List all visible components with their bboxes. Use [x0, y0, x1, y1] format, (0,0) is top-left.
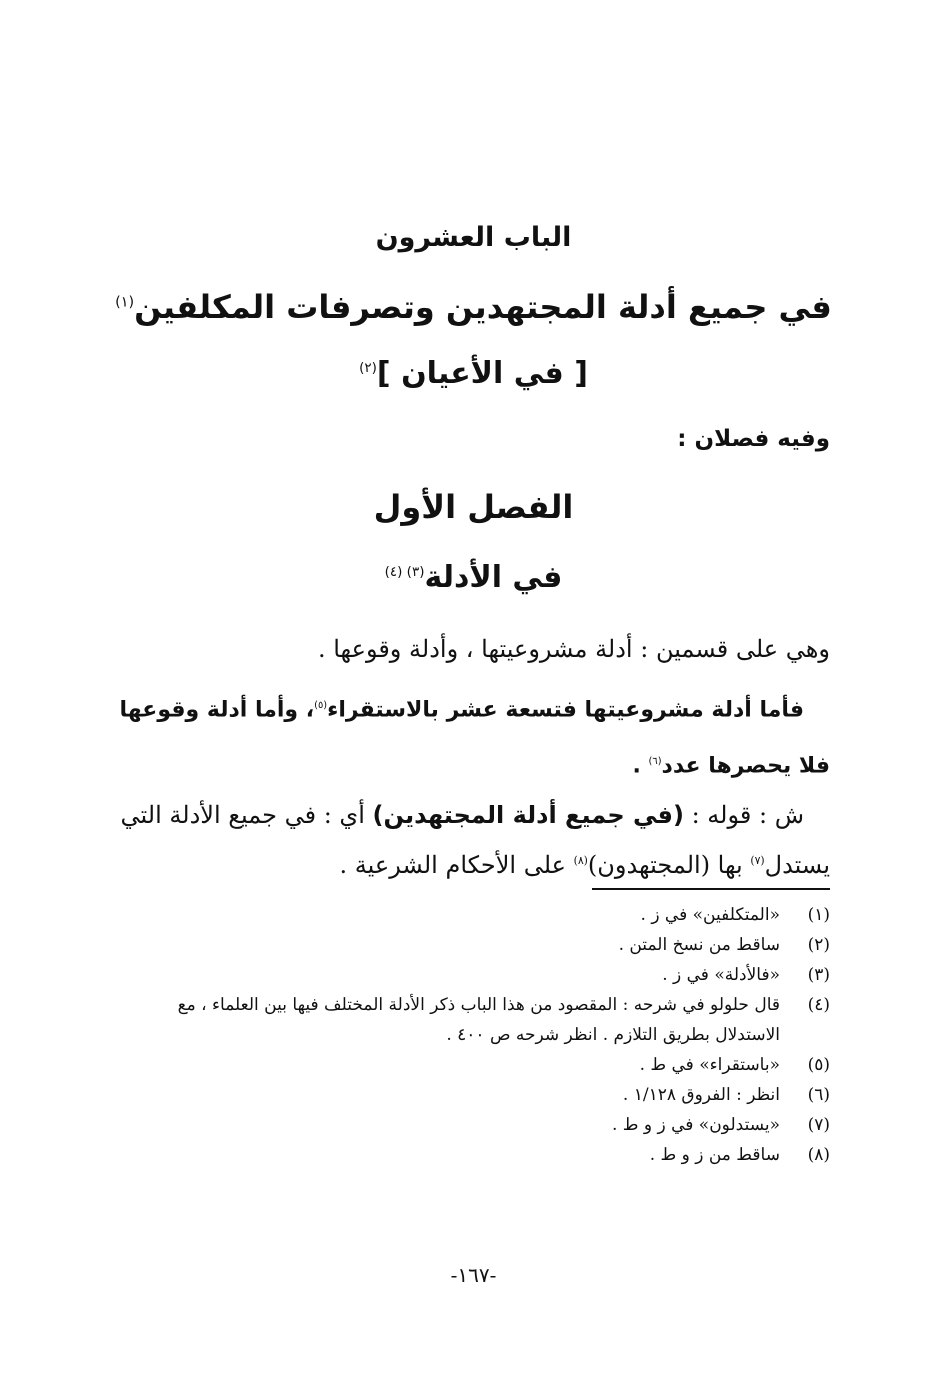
footnote-ref-5: (٥) [314, 700, 328, 711]
footnote-refs-3-4: (٣) (٤) [384, 564, 425, 580]
footnote-ref-2: (٢) [359, 360, 377, 376]
footnote-ref-8: (٨) [573, 854, 588, 867]
footnote-separator [592, 888, 830, 890]
chapter-title: الباب العشرون [375, 222, 572, 253]
footnote-ref-7: (٧) [750, 854, 765, 867]
footnote-item: (٦) انظر : الفروق ١/١٢٨ . [622, 1085, 830, 1105]
section-title: الفصل الأول [373, 488, 574, 526]
paragraph-2: فأما أدلة مشروعيتها فتسعة عشر بالاستقراء$^{(٥)}$، وأما أدلة وقوعها فلا يحصرها عدد$^{(٦)}$ . [119, 697, 830, 779]
footnote-item: (٧) «يستدلون» في ز و ط . [611, 1115, 830, 1135]
footnotes [115, 900, 830, 1170]
footnote-item: (٨) ساقط من ز و ط . [649, 1145, 830, 1165]
footnote-item: (٥) «باستقراء» في ط . [639, 1055, 830, 1075]
footnote-ref-6: (٦) [648, 756, 662, 768]
chapter-bracketed-addition: [ في الأعيان ]$^{(٢)}$ [359, 356, 588, 391]
footnote-item: (٤) قال حلولو في شرحه : المقصود من هذا الباب ذكر الأدلة المختلف فيها بين العلماء ، مع الاستدلال بطريق التلازم . انظر شرحه ص ٤٠٠ . [177, 995, 830, 1045]
paragraph-1: وهي على قسمين : أدلة مشروعيتها ، وأدلة وقوعها . [317, 635, 830, 663]
chapter-subtitle: في جميع أدلة المجتهدين وتصرفات المكلفين$^{(١)}$ [115, 288, 832, 326]
page-number: -١٦٧- [450, 1263, 497, 1287]
footnote-item: (١) «المتكلفين» في ز . [640, 905, 830, 925]
footnote-item: (٢) ساقط من نسخ المتن . [618, 935, 830, 955]
quoted-text: (في جميع أدلة المجتهدين) [372, 801, 684, 829]
paragraph-3-commentary: ش : قوله : (في جميع أدلة المجتهدين) أي : في جميع الأدلة التي يستدل$^{(٧)}$ بها (المجتهدون)$^{(٨)}$ على الأحكام الشرعية . [120, 801, 830, 879]
footnote-ref-1: (١) [115, 294, 135, 311]
chapter-intro: وفيه فصلان : [677, 426, 830, 452]
section-subtitle: في الأدلة$^{(٣) (٤)}$ [384, 560, 563, 595]
footnote-item: (٣) «فالأدلة» في ز . [662, 965, 830, 985]
